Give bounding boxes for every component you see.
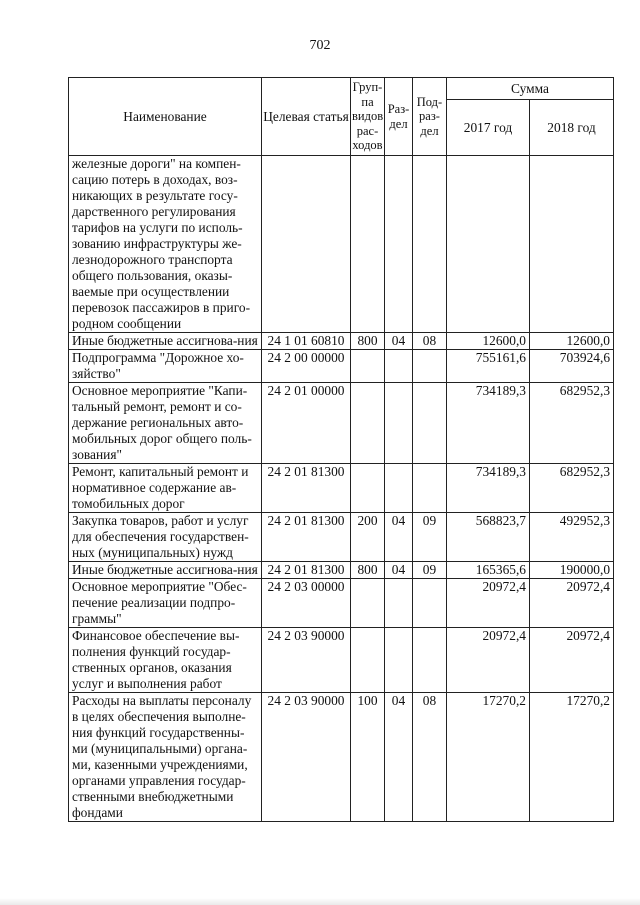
- row-name: Ремонт, капитальный ремонт и нормативное содержание ав-томобильных дорог: [69, 464, 262, 513]
- row-amount-2018: 20972,4: [530, 628, 614, 693]
- row-amount-2017: 568823,7: [447, 513, 530, 562]
- header-year-2017: 2017 год: [447, 100, 530, 156]
- row-amount-2018: 190000,0: [530, 562, 614, 579]
- row-name: железные дороги" на компен-сацию потерь в доходах, воз-никающих в результате госу-дарственного регулирования тарифов на услуги по исполь-зованию инфраструктуры же-лезнодорожного транспорта общего пользования, оказы-ваемые при осуществлении перевозок пассажиров в приго-родном сообщении: [69, 156, 262, 333]
- row-amount-2017: 734189,3: [447, 464, 530, 513]
- row-amount-2018: 703924,6: [530, 350, 614, 383]
- page-edge: [0, 898, 640, 905]
- row-subsection: 09: [413, 513, 447, 562]
- row-amount-2017: 20972,4: [447, 628, 530, 693]
- row-section: 04: [385, 562, 413, 579]
- row-section: [385, 383, 413, 464]
- row-section: [385, 464, 413, 513]
- row-amount-2018: 20972,4: [530, 579, 614, 628]
- row-section: 04: [385, 513, 413, 562]
- row-expense-group: [351, 350, 385, 383]
- table-row: [69, 562, 614, 579]
- row-amount-2017: 12600,0: [447, 333, 530, 350]
- row-amount-2018: 682952,3: [530, 464, 614, 513]
- table-row: [69, 628, 614, 693]
- row-section: 04: [385, 333, 413, 350]
- header-subsection: Под-раз-дел: [413, 78, 447, 156]
- row-section: [385, 579, 413, 628]
- row-amount-2018: 12600,0: [530, 333, 614, 350]
- row-amount-2017: 734189,3: [447, 383, 530, 464]
- row-section: 04: [385, 693, 413, 822]
- row-name: Финансовое обеспечение вы-полнения функций государ-ственных органов, оказания услуг и выполнения работ: [69, 628, 262, 693]
- row-amount-2017: 755161,6: [447, 350, 530, 383]
- row-target-article: 24 1 01 60810: [262, 333, 351, 350]
- row-amount-2017: 17270,2: [447, 693, 530, 822]
- page-number: 702: [309, 38, 331, 53]
- row-expense-group: [351, 383, 385, 464]
- table-row: [69, 383, 614, 464]
- row-name: Основное мероприятие "Обес-печение реализации подпро-граммы": [69, 579, 262, 628]
- row-name: Иные бюджетные ассигнова-ния: [69, 562, 262, 579]
- row-subsection: [413, 464, 447, 513]
- row-amount-2018: [530, 156, 614, 333]
- header-amount: Сумма: [447, 78, 614, 100]
- table-row: [69, 156, 614, 333]
- row-subsection: [413, 156, 447, 333]
- row-target-article: 24 2 01 81300: [262, 562, 351, 579]
- row-expense-group: 200: [351, 513, 385, 562]
- row-subsection: 08: [413, 693, 447, 822]
- row-subsection: 08: [413, 333, 447, 350]
- row-expense-group: [351, 628, 385, 693]
- header-name: Наименование: [69, 78, 262, 156]
- row-section: [385, 156, 413, 333]
- table-row: [69, 513, 614, 562]
- row-target-article: 24 2 00 00000: [262, 350, 351, 383]
- row-subsection: [413, 628, 447, 693]
- row-name: Основное мероприятие "Капи-тальный ремонт, ремонт и со-держание региональных авто-мобильных дорог общего поль-зования": [69, 383, 262, 464]
- row-subsection: 09: [413, 562, 447, 579]
- header-expense-group: Груп-па видов рас-ходов: [351, 78, 385, 156]
- row-expense-group: 800: [351, 562, 385, 579]
- row-amount-2018: 17270,2: [530, 693, 614, 822]
- table-row: [69, 464, 614, 513]
- row-subsection: [413, 579, 447, 628]
- header-year-2018: 2018 год: [530, 100, 614, 156]
- row-amount-2018: 682952,3: [530, 383, 614, 464]
- row-target-article: 24 2 01 81300: [262, 513, 351, 562]
- row-section: [385, 628, 413, 693]
- row-amount-2017: 165365,6: [447, 562, 530, 579]
- row-amount-2017: 20972,4: [447, 579, 530, 628]
- row-name: Расходы на выплаты персоналу в целях обеспечения выполне-ния функций государственны-ми (муниципальными) органа-ми, казенными учреждениями, органами управления государ-ственными внебюджетными фондами: [69, 693, 262, 822]
- row-subsection: [413, 350, 447, 383]
- header-target-article: Целевая статья: [262, 78, 351, 156]
- row-name: Закупка товаров, работ и услуг для обеспечения государствен-ных (муниципальных) нужд: [69, 513, 262, 562]
- budget-table: [68, 77, 614, 822]
- row-target-article: 24 2 03 90000: [262, 693, 351, 822]
- row-name: Подпрограмма "Дорожное хо-зяйство": [69, 350, 262, 383]
- row-expense-group: 100: [351, 693, 385, 822]
- row-target-article: [262, 156, 351, 333]
- table-row: [69, 333, 614, 350]
- table-row: [69, 350, 614, 383]
- row-section: [385, 350, 413, 383]
- row-expense-group: [351, 579, 385, 628]
- row-target-article: 24 2 03 90000: [262, 628, 351, 693]
- row-target-article: 24 2 01 81300: [262, 464, 351, 513]
- row-expense-group: 800: [351, 333, 385, 350]
- row-amount-2018: 492952,3: [530, 513, 614, 562]
- table-row: [69, 693, 614, 822]
- header-section: Раз-дел: [385, 78, 413, 156]
- row-subsection: [413, 383, 447, 464]
- row-target-article: 24 2 03 00000: [262, 579, 351, 628]
- row-name: Иные бюджетные ассигнова-ния: [69, 333, 262, 350]
- row-expense-group: [351, 464, 385, 513]
- row-target-article: 24 2 01 00000: [262, 383, 351, 464]
- table-row: [69, 579, 614, 628]
- row-expense-group: [351, 156, 385, 333]
- row-amount-2017: [447, 156, 530, 333]
